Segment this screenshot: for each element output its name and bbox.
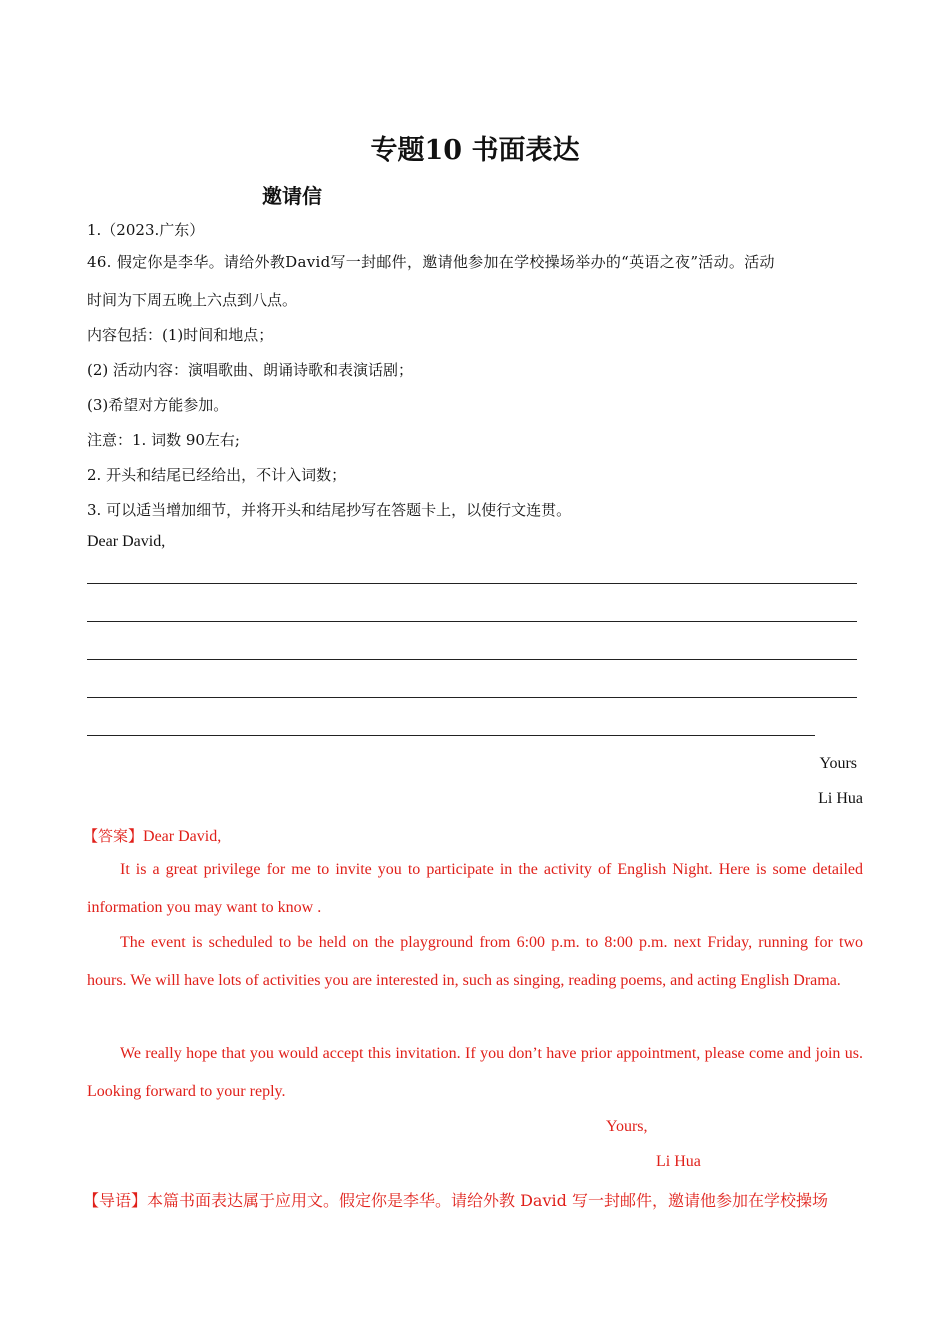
note-item-1: 注意：1. 词数 90左右; bbox=[87, 431, 240, 449]
answer-closing: Yours, bbox=[606, 1118, 648, 1135]
answer-tag: 【答案】 bbox=[83, 827, 144, 845]
answer-paragraph-3: We really hope that you would accept this invitation. If you don’t have prior appointment, please come and join us. Looking forward to your reply. bbox=[87, 1045, 863, 1100]
page-title: 专题10 书面表达 bbox=[370, 135, 580, 166]
section-subtitle: 邀请信 bbox=[262, 184, 322, 208]
answer-heading bbox=[83, 825, 221, 846]
answer-paragraph-1: It is a great privilege for me to invite you to participate in the activity of English Night. Here is some detailed information you may want to know . bbox=[87, 861, 863, 916]
letter-greeting: Dear David, bbox=[87, 533, 166, 550]
answer-line bbox=[87, 735, 815, 736]
answer-greeting: Dear David, bbox=[143, 828, 222, 845]
letter-signature: Li Hua bbox=[818, 790, 863, 807]
content-item-3: (3)希望对方能参加。 bbox=[87, 396, 229, 414]
content-item-1: 内容包括：(1)时间和地点； bbox=[87, 326, 274, 344]
guide-tag: 【导语】 bbox=[83, 1191, 148, 1210]
guide-text: 本篇书面表达属于应用文。假定你是李华。请给外教 David 写一封邮件，邀请他参加在学校操场 bbox=[147, 1191, 828, 1210]
letter-closing: Yours bbox=[819, 755, 857, 772]
answer-line bbox=[87, 621, 857, 622]
prompt-line-1: 46. 假定你是李华。请给外教David写一封邮件，邀请他参加在学校操场举办的“英语之夜”活动。活动 bbox=[87, 253, 775, 271]
answer-line bbox=[87, 659, 857, 660]
prompt-line-2: 时间为下周五晚上六点到八点。 bbox=[87, 291, 298, 309]
note-item-2: 2. 开头和结尾已经给出，不计入词数； bbox=[87, 466, 347, 484]
note-item-3: 3. 可以适当增加细节，并将开头和结尾抄写在答题卡上，以使行文连贯。 bbox=[87, 501, 572, 519]
answer-line bbox=[87, 697, 857, 698]
answer-paragraph-2: The event is scheduled to be held on the playground from 6:00 p.m. to 8:00 p.m. next Friday, running for two hours. We will have lots of activities you are interested in, such as singing, reading poems, and acting English Drama. bbox=[87, 934, 863, 989]
answer-line bbox=[87, 583, 857, 584]
answer-signature: Li Hua bbox=[656, 1153, 701, 1170]
question-source: 1.（2023.广东） bbox=[87, 221, 205, 239]
content-item-2: (2) 活动内容：演唱歌曲、朗诵诗歌和表演话剧； bbox=[87, 361, 414, 379]
guide-line bbox=[83, 1188, 863, 1211]
